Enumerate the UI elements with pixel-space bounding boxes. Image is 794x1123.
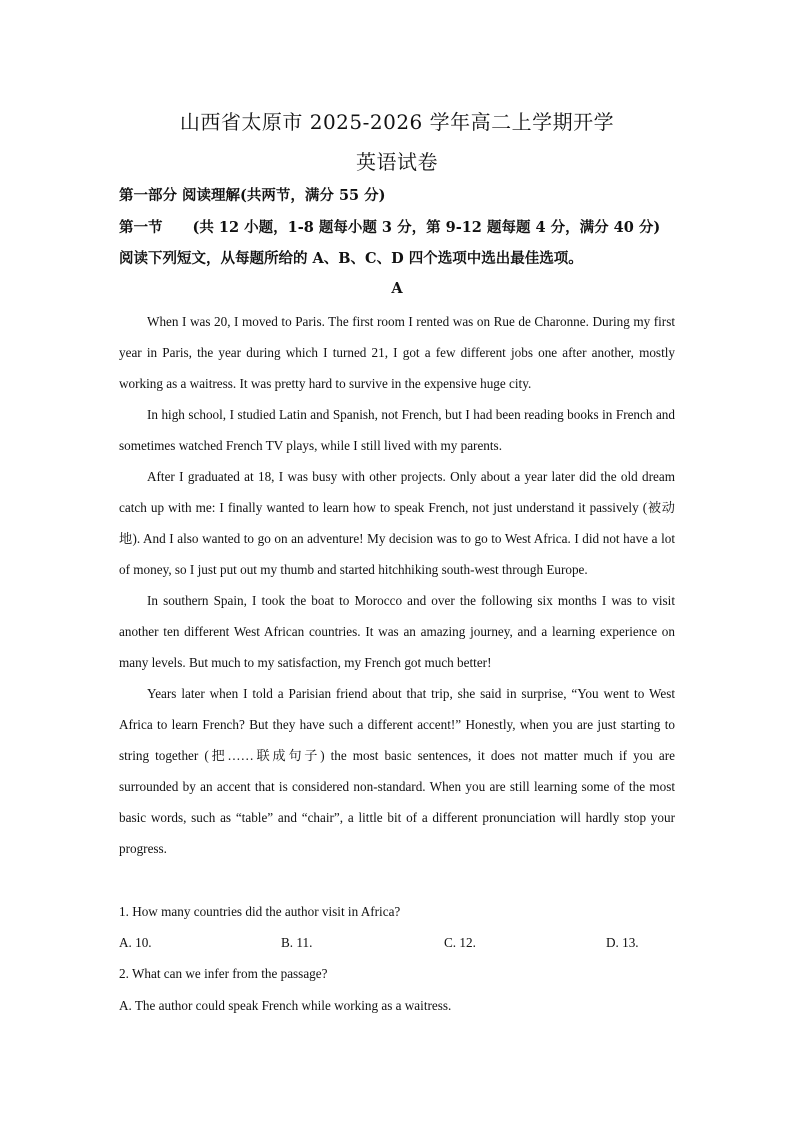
passage-paragraph: In high school, I studied Latin and Spanish, not French, but I had been reading books in French and sometimes watched French TV plays, while I still lived with my parents.	[119, 407, 675, 453]
passage-paragraph: After I graduated at 18, I was busy with other projects. Only about a year later did the old dream catch up with me: I finally wanted to learn how to speak French, not just understand it passively (被动地). And I also wanted to go on an adventure! My decision was to go to West Africa. I did not have a lot of money, so I just put out my thumb and started hitchhiking south-west through Europe.	[119, 469, 675, 577]
passage-body	[119, 306, 675, 864]
option-a: A. 10.	[119, 935, 152, 950]
option-a: A. The author could speak French while working as a waitress.	[119, 998, 452, 1013]
passage-paragraph: When I was 20, I moved to Paris. The first room I rented was on Rue de Charonne. During my first year in Paris, the year during which I turned 21, I got a few different jobs one after another, mostly working as a waitress. It was pretty hard to survive in the expensive huge city.	[119, 314, 675, 391]
directions: 阅读下列短文，从每题所给的 A、B、C、D 四个选项中选出最佳选项。	[119, 250, 583, 267]
section-label: 第一节	[119, 219, 163, 236]
question-stem: 1. How many countries did the author visit in Africa?	[119, 904, 401, 919]
exam-title: 山西省太原市 2025-2026 学年高二上学期开学	[179, 110, 615, 134]
question-stem: 2. What can we infer from the passage?	[119, 966, 328, 981]
section-description: (共 12 小题，1-8 题每小题 3 分，第 9-12 题每题 4 分，满分 40 分)	[192, 219, 661, 236]
passage-label: A	[391, 280, 403, 297]
option-b: B. 11.	[281, 935, 313, 950]
section-heading	[119, 216, 675, 237]
passage-paragraph: Years later when I told a Parisian friend about that trip, she said in surprise, “You went to West Africa to learn French? But they have such a different accent!” Honestly, when you are just starting to string together (把……联成句子) the most basic sentences, it does not matter much if you are surrounded by an accent that is considered non-standard. When you are still learning some of the most basic words, such as “table” and “chair”, a little bit of a different pronunciation will hardly stop your progress.	[119, 686, 675, 856]
option-d: D. 13.	[606, 935, 639, 950]
part-heading: 第一部分 阅读理解(共两节，满分 55 分)	[119, 187, 386, 204]
exam-subtitle: 英语试卷	[356, 150, 438, 174]
passage-paragraph: In southern Spain, I took the boat to Morocco and over the following six months I was to visit another ten different West African countries. It was an amazing journey, and a learning experience on many levels. But much to my satisfaction, my French got much better!	[119, 593, 675, 670]
option-c: C. 12.	[444, 935, 476, 950]
